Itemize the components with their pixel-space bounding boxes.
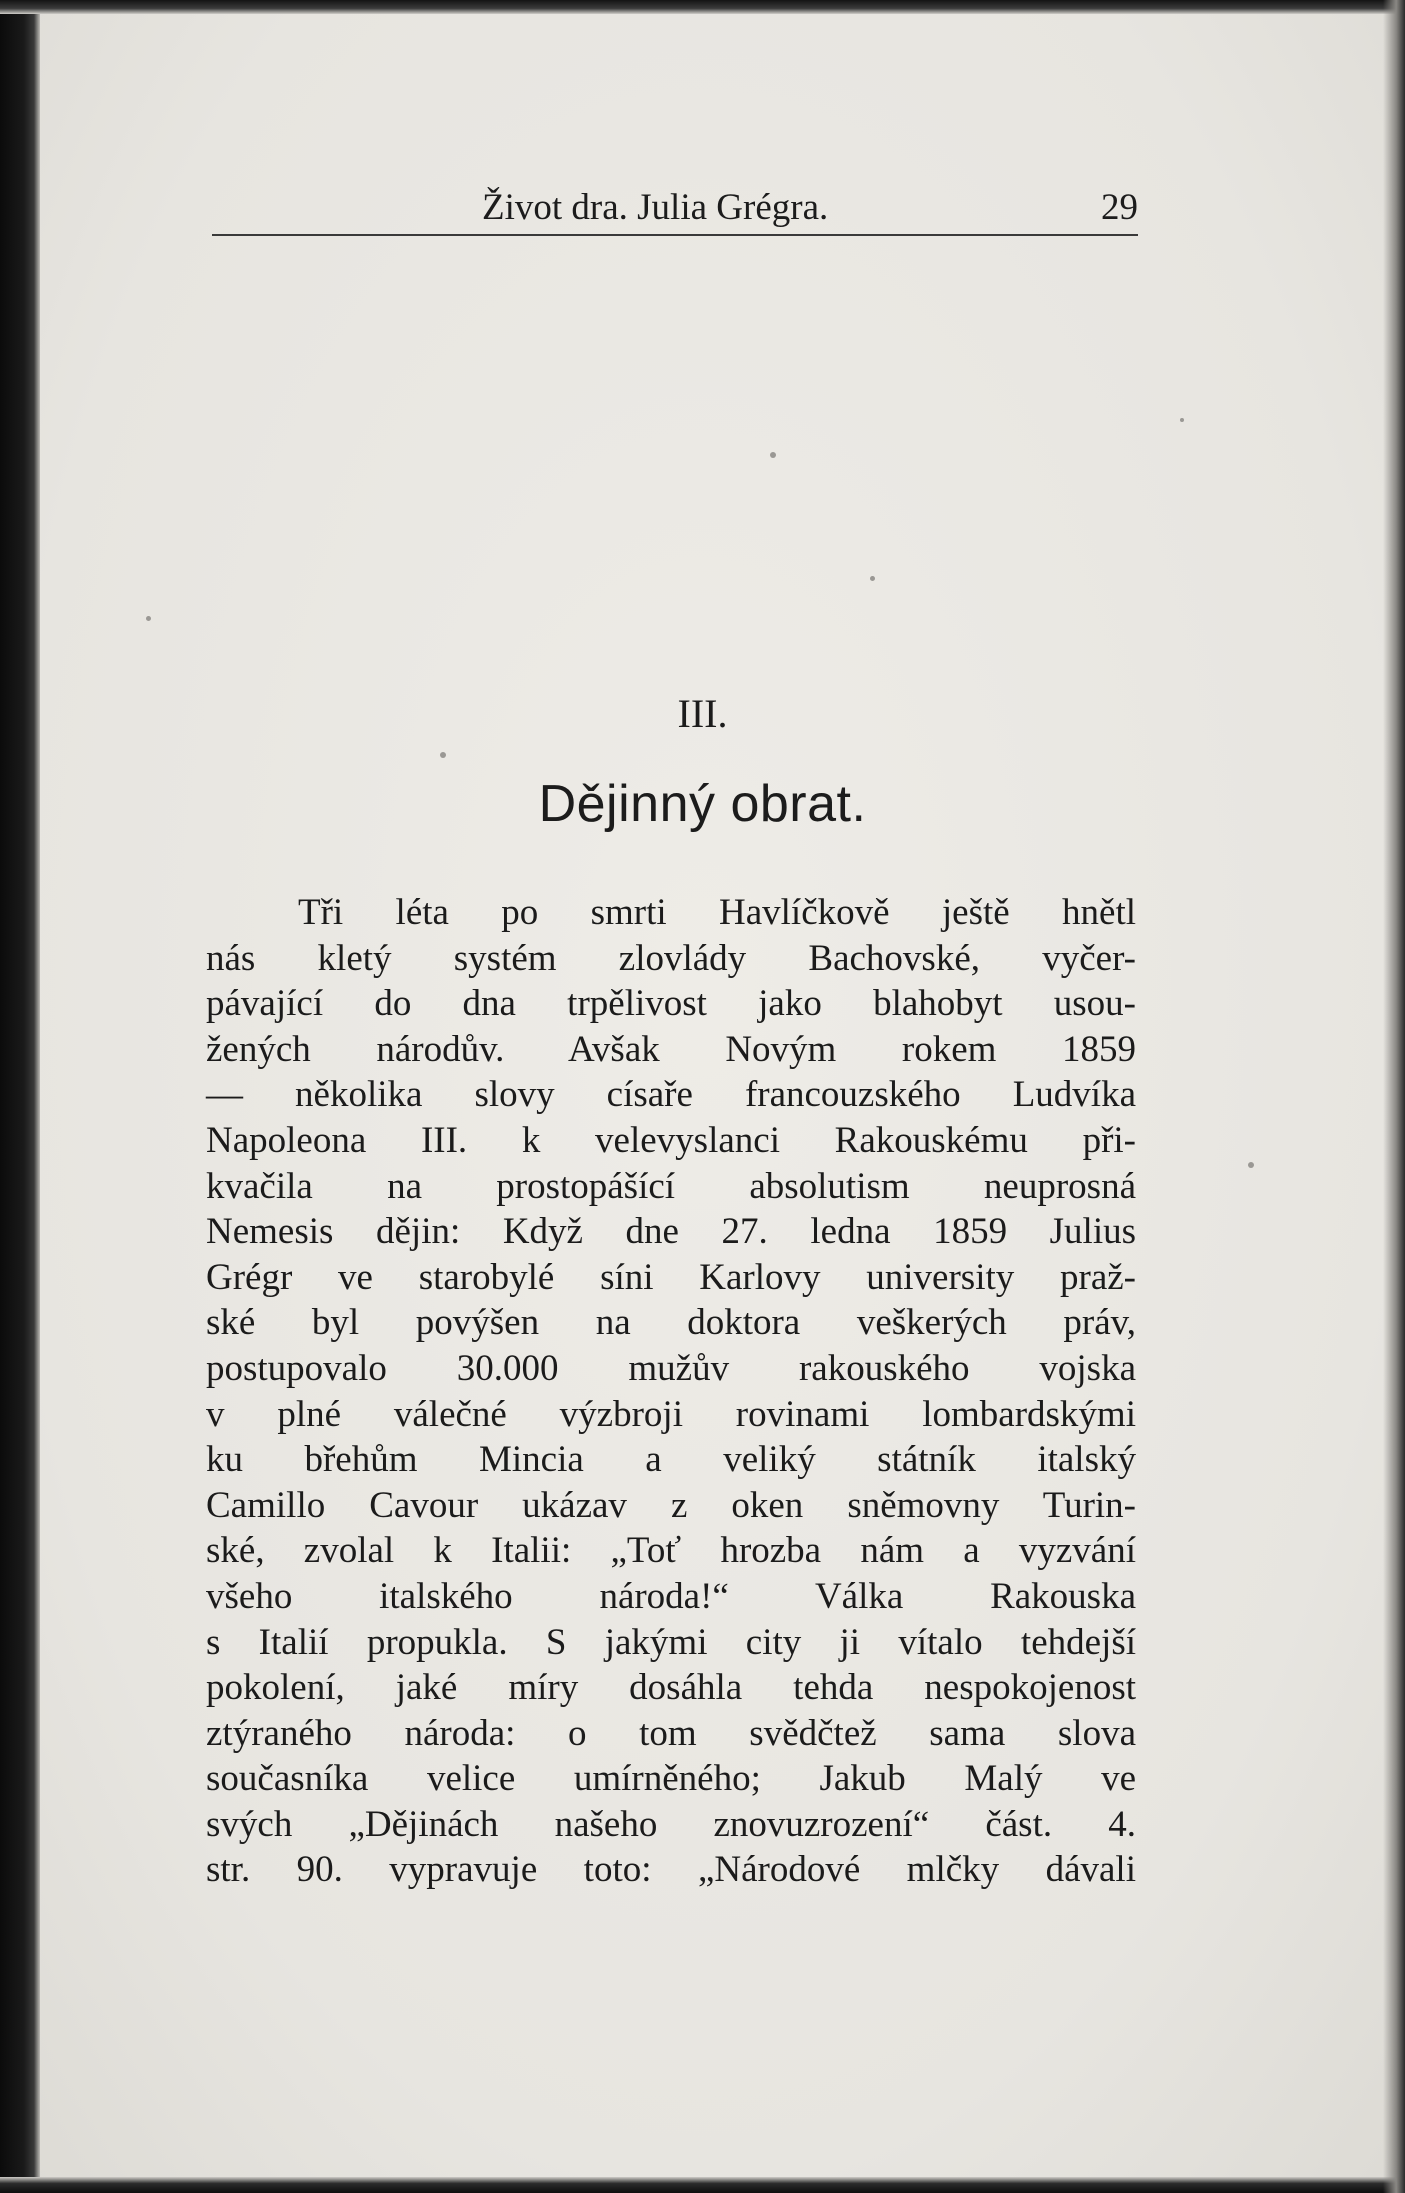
body-text xyxy=(206,890,1136,1893)
body-line: nás kletý systém zlovlády Bachovské, vyčer- xyxy=(206,937,1136,979)
body-line: svých „Dějinách našeho znovuzrození“ část. 4. xyxy=(206,1803,1136,1845)
scan-left-edge xyxy=(0,0,40,2193)
body-line: Nemesis dějin: Když dne 27. ledna 1859 Julius xyxy=(206,1211,1136,1253)
body-line: všeho italského národa!“ Válka Rakouska xyxy=(206,1575,1136,1617)
header-rule xyxy=(212,234,1138,236)
body-line: ztýraného národa: o tom svědčtež sama slova xyxy=(206,1712,1136,1754)
chapter-title: Dějinný obrat. xyxy=(538,775,867,833)
body-line: s Italií propukla. S jakými city ji vítalo tehdejší xyxy=(206,1621,1136,1663)
body-line: žených národův. Avšak Novým rokem 1859 xyxy=(206,1028,1136,1070)
body-line: postupovalo 30.000 mužův rakouského vojska xyxy=(206,1347,1136,1389)
body-line: pávající do dna trpělivost jako blahobyt usou- xyxy=(206,983,1136,1025)
body-line: ské byl povýšen na doktora veškerých práv, xyxy=(206,1302,1136,1344)
chapter-number: III. xyxy=(677,691,728,736)
paper-speck xyxy=(770,452,776,458)
paper-speck xyxy=(870,576,875,581)
body-line: str. 90. vypravuje toto: „Národové mlčky dávali xyxy=(206,1849,1136,1891)
body-line: Camillo Cavour ukázav z oken sněmovny Turin- xyxy=(206,1484,1136,1526)
body-line: ské, zvolal k Italii: „Toť hrozba nám a vyzvání xyxy=(206,1530,1136,1572)
running-head xyxy=(212,186,1138,236)
body-line: pokolení, jaké míry dosáhla tehda nespokojenost xyxy=(206,1667,1136,1709)
page-number: 29 xyxy=(1101,187,1138,228)
paper-speck xyxy=(146,616,151,621)
scan-right-edge xyxy=(1383,0,1405,2193)
body-line: Grégr ve starobylé síni Karlovy university praž- xyxy=(206,1256,1136,1298)
paper-speck xyxy=(1180,418,1184,422)
body-line: současníka velice umírněného; Jakub Malý ve xyxy=(206,1758,1136,1800)
body-line: Napoleona III. k velevyslanci Rakouskému při- xyxy=(206,1119,1136,1161)
running-title: Život dra. Julia Grégra. xyxy=(482,187,829,228)
body-line: kvačila na prostopášící absolutism neuprosná xyxy=(206,1165,1136,1207)
paper-speck xyxy=(440,752,446,758)
paper-speck xyxy=(1248,1162,1254,1168)
body-line: ku břehům Mincia a veliký státník italský xyxy=(206,1439,1136,1481)
body-line: — několika slovy císaře francouzského Ludvíka xyxy=(206,1074,1136,1116)
scan-top-edge xyxy=(0,0,1405,14)
body-line: Tři léta po smrti Havlíčkově ještě hnětl xyxy=(298,892,1136,933)
body-line: v plné válečné výzbroji rovinami lombardskými xyxy=(206,1393,1136,1435)
scan-bottom-edge xyxy=(0,2177,1405,2193)
